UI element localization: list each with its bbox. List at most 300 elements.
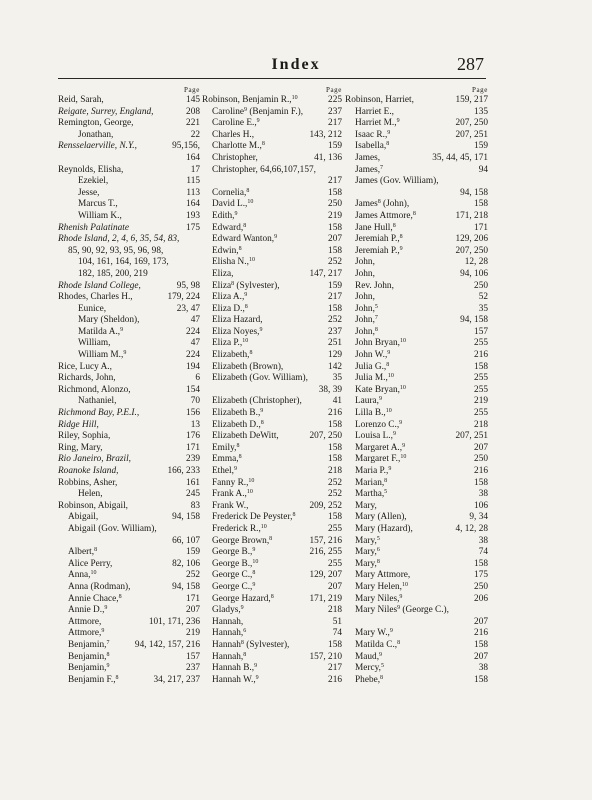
generation-number: 8 bbox=[243, 651, 247, 658]
entry-name-text: James, bbox=[355, 164, 381, 175]
generation-number: 8 bbox=[236, 442, 240, 449]
entry-name bbox=[68, 524, 157, 536]
entry-name bbox=[58, 362, 112, 374]
entry-pages: 106 bbox=[474, 500, 488, 511]
entry-pages: 175 bbox=[474, 570, 488, 581]
entry-name bbox=[355, 338, 406, 350]
entry-name bbox=[68, 605, 107, 617]
entry-name-text: Benjamin, bbox=[68, 651, 107, 662]
generation-number: 10 bbox=[248, 477, 255, 484]
entry-pages: 255 bbox=[328, 558, 342, 569]
entry-name bbox=[355, 524, 413, 536]
entry-pages: 255 bbox=[328, 523, 342, 534]
entry-pages: 208 bbox=[186, 106, 200, 117]
generation-number: 10 bbox=[252, 558, 259, 565]
entry-name-text: Benjamin, bbox=[68, 639, 107, 650]
entry-name bbox=[58, 501, 128, 513]
index-entry bbox=[58, 652, 200, 664]
entry-name-text: John, bbox=[355, 268, 375, 279]
entry-name-text: Elizabeth (Brown), bbox=[212, 361, 284, 372]
entry-pages: 157, 210 bbox=[309, 651, 342, 662]
entry-name-text: Eunice, bbox=[78, 303, 107, 314]
index-entry bbox=[345, 420, 488, 432]
generation-number: 9 bbox=[379, 396, 383, 403]
entry-pages: 252 bbox=[328, 489, 342, 500]
entry-name-text: Anna (Rodman), bbox=[68, 581, 131, 592]
generation-number: 9 bbox=[399, 245, 403, 252]
generation-number: 9 bbox=[234, 210, 238, 217]
entry-name-text: Robinson, Benjamin R., bbox=[202, 95, 292, 105]
entry-name-text: Caroline bbox=[212, 106, 245, 117]
generation-number: 9 bbox=[101, 628, 105, 635]
entry-name-text: Lilla B., bbox=[355, 408, 386, 419]
generation-number: 10 bbox=[291, 95, 298, 101]
entry-pages: 166, 233 bbox=[167, 466, 200, 476]
entry-name bbox=[355, 373, 394, 385]
index-entry bbox=[58, 199, 200, 211]
entry-name bbox=[58, 141, 137, 153]
entry-name bbox=[355, 489, 387, 501]
entry-name-text: 104, 161, 164, 169, 173, bbox=[78, 257, 169, 268]
index-entry bbox=[58, 443, 200, 455]
index-entry bbox=[58, 257, 200, 269]
index-entry bbox=[345, 141, 488, 153]
index-entry bbox=[58, 663, 200, 675]
generation-number: 8 bbox=[243, 222, 247, 229]
entry-name-text: Mary, bbox=[355, 500, 377, 511]
page-title: Index bbox=[271, 56, 321, 73]
entry-pages: 224 bbox=[186, 326, 200, 337]
index-entry bbox=[202, 246, 342, 258]
entry-name-text: Mary Niles bbox=[355, 605, 398, 616]
entry-name bbox=[212, 315, 263, 327]
index-entry bbox=[58, 338, 200, 350]
generation-number: 7 bbox=[106, 639, 110, 646]
generation-number: 9 bbox=[244, 292, 248, 299]
entry-name bbox=[78, 130, 113, 142]
entry-pages: 216 bbox=[328, 408, 342, 419]
index-entry bbox=[345, 199, 488, 211]
entry-pages: 12, 28 bbox=[464, 257, 488, 268]
generation-number: 9 bbox=[379, 651, 383, 658]
entry-name bbox=[58, 223, 129, 235]
entry-name-text: Kate Bryan, bbox=[355, 384, 400, 395]
entry-name bbox=[212, 223, 246, 235]
entry-pages: 38 bbox=[478, 489, 488, 500]
entry-name-text: Robinson, Abigail, bbox=[58, 500, 128, 511]
index-entry bbox=[345, 663, 488, 675]
entry-name bbox=[355, 141, 389, 153]
entry-pages: 17 bbox=[190, 164, 200, 175]
entry-pages: 4, 12, 28 bbox=[455, 523, 488, 534]
generation-number: 9 bbox=[252, 547, 256, 554]
index-entry bbox=[345, 223, 488, 235]
entry-name bbox=[212, 570, 255, 582]
index-entry bbox=[202, 489, 342, 501]
entry-pages: 154 bbox=[186, 384, 200, 395]
page-column-header: Page bbox=[325, 86, 342, 94]
entry-pages: 158 bbox=[328, 454, 342, 465]
generation-number: 8 bbox=[240, 639, 244, 646]
entry-name bbox=[212, 373, 308, 385]
entry-name bbox=[58, 281, 141, 293]
generation-number: 10 bbox=[401, 581, 408, 588]
entry-name bbox=[78, 350, 126, 362]
entry-pages: 66, 107 bbox=[172, 535, 200, 546]
entry-pages: 158 bbox=[328, 419, 342, 430]
entry-name bbox=[355, 663, 384, 675]
entry-pages: 251 bbox=[328, 338, 342, 349]
entry-name-text: Elizabeth D., bbox=[212, 419, 261, 430]
generation-number: 9 bbox=[387, 350, 391, 357]
entry-name bbox=[212, 536, 272, 548]
generation-number: 9 bbox=[252, 581, 256, 588]
entry-name-text: Roanoke Island, bbox=[58, 466, 119, 476]
entry-name bbox=[58, 443, 103, 455]
entry-name-text: John, bbox=[355, 315, 375, 326]
entry-name-text: Marian, bbox=[355, 477, 385, 488]
entry-pages: 34, 217, 237 bbox=[153, 674, 200, 685]
generation-number: 8 bbox=[261, 141, 265, 148]
index-entry bbox=[202, 281, 342, 293]
entry-pages: 176 bbox=[186, 431, 200, 442]
generation-number: 8 bbox=[260, 419, 264, 426]
entry-name bbox=[78, 489, 103, 501]
entry-name-text: George Hazard, bbox=[212, 593, 271, 604]
entry-name bbox=[355, 281, 394, 293]
entry-name bbox=[212, 281, 280, 293]
entry-qualifier: (George C.), bbox=[400, 605, 449, 616]
index-entry bbox=[58, 385, 200, 397]
entry-pages: 47 bbox=[190, 315, 200, 326]
entry-name bbox=[58, 466, 118, 478]
entry-name bbox=[78, 315, 139, 327]
entry-name-text: Abigail (Gov. William), bbox=[68, 523, 157, 534]
entry-name bbox=[355, 199, 409, 211]
index-entry bbox=[202, 466, 342, 478]
entry-pages: 216 bbox=[474, 628, 488, 639]
entry-name-text: Mary Attmore, bbox=[355, 570, 411, 581]
generation-number: 9 bbox=[240, 605, 244, 612]
entry-name-text: Laura, bbox=[355, 396, 380, 407]
generation-number: 9 bbox=[389, 628, 393, 635]
entry-name bbox=[212, 420, 264, 432]
entry-name bbox=[212, 466, 237, 478]
entry-name-text: Maria P., bbox=[355, 466, 389, 476]
entry-name bbox=[355, 501, 377, 513]
entry-name bbox=[355, 466, 391, 478]
entry-pages: 255 bbox=[474, 408, 488, 419]
generation-number: 8 bbox=[269, 535, 273, 542]
entry-name bbox=[355, 176, 439, 188]
entry-name-text: Elizabeth (Gov. William), bbox=[212, 373, 308, 384]
entry-name bbox=[355, 269, 375, 281]
entry-pages: 129, 206 bbox=[455, 234, 488, 245]
entry-name-text: Anna, bbox=[68, 570, 91, 581]
entry-name bbox=[212, 292, 247, 304]
entry-name bbox=[212, 489, 253, 501]
entry-pages: 207 bbox=[474, 616, 488, 627]
generation-number: 8 bbox=[106, 651, 110, 658]
entry-name bbox=[212, 362, 283, 374]
entry-name bbox=[58, 107, 153, 119]
index-entry bbox=[345, 396, 488, 408]
index-entry bbox=[58, 512, 200, 524]
entry-name bbox=[355, 559, 380, 571]
entry-name bbox=[212, 524, 267, 536]
index-entry bbox=[345, 95, 488, 107]
entry-name-text: James, bbox=[355, 152, 381, 163]
entry-name bbox=[58, 408, 139, 420]
index-entry bbox=[58, 327, 200, 339]
index-entry bbox=[58, 466, 200, 478]
entry-pages: 218 bbox=[328, 466, 342, 476]
entry-name-text: Alice Perry, bbox=[68, 558, 113, 569]
index-entry bbox=[345, 315, 488, 327]
entry-name-text: Mary Helen, bbox=[355, 581, 402, 592]
entry-name bbox=[68, 570, 96, 582]
entry-pages: 94, 158 bbox=[460, 187, 488, 198]
index-entry bbox=[58, 617, 200, 629]
entry-pages: 171 bbox=[186, 593, 200, 604]
entry-name bbox=[355, 652, 382, 664]
entry-pages: 217 bbox=[328, 176, 342, 187]
entry-pages: 38, 39 bbox=[318, 384, 342, 395]
entry-pages: 171, 218 bbox=[455, 210, 488, 221]
generation-number: 10 bbox=[387, 373, 394, 380]
entry-name-text: George C., bbox=[212, 581, 253, 592]
index-entry bbox=[345, 617, 488, 629]
entry-name-text: William M., bbox=[78, 350, 124, 361]
index-entry bbox=[202, 141, 342, 153]
entry-name-text: Charlotte M., bbox=[212, 141, 262, 152]
entry-pages: 207, 250 bbox=[309, 431, 342, 442]
index-entry bbox=[58, 107, 200, 119]
entry-pages: 250 bbox=[474, 280, 488, 291]
generation-number: 8 bbox=[238, 245, 242, 252]
entry-name-text: Mary W., bbox=[355, 628, 390, 639]
entry-name bbox=[68, 594, 122, 606]
entry-name-text: Richmond Bay, P.E.I., bbox=[58, 408, 140, 419]
index-entry bbox=[202, 478, 342, 490]
index-entry bbox=[345, 304, 488, 316]
entry-pages: 207 bbox=[474, 651, 488, 662]
index-entry bbox=[345, 547, 488, 559]
entry-pages: 35 bbox=[478, 303, 488, 314]
index-entry bbox=[345, 107, 488, 119]
entry-pages: 207, 250 bbox=[455, 245, 488, 256]
index-entry bbox=[345, 211, 488, 223]
index-entry bbox=[58, 431, 200, 443]
index-entry bbox=[345, 640, 488, 652]
entry-name-text: Christopher, bbox=[212, 152, 258, 163]
index-entry bbox=[202, 130, 342, 142]
entry-name bbox=[355, 118, 400, 130]
index-entry bbox=[58, 130, 200, 142]
entry-name bbox=[212, 153, 258, 165]
index-entry bbox=[345, 269, 488, 281]
entry-pages: 95,156, bbox=[172, 141, 200, 152]
index-entry bbox=[345, 512, 488, 524]
entry-name-text: Eliza, bbox=[212, 268, 234, 279]
entry-pages: 217 bbox=[328, 292, 342, 303]
entry-name-text: Richards, John, bbox=[58, 373, 116, 384]
entry-qualifier: (Sylvester), bbox=[234, 280, 280, 291]
entry-pages: 237 bbox=[328, 326, 342, 337]
header-rule bbox=[58, 78, 486, 79]
entry-name bbox=[355, 536, 380, 548]
entry-name bbox=[212, 246, 242, 258]
entry-name-text: Robinson, Harriet, bbox=[345, 95, 414, 105]
entry-name-text: Mary, bbox=[355, 547, 377, 558]
generation-number: 8 bbox=[397, 639, 401, 646]
index-entry bbox=[202, 512, 342, 524]
generation-number: 8 bbox=[252, 570, 256, 577]
index-entry bbox=[202, 547, 342, 559]
generation-number: 8 bbox=[384, 477, 388, 484]
entry-name-text: Jeremiah P., bbox=[355, 234, 400, 245]
entry-pages: 216 bbox=[474, 466, 488, 476]
entry-name-text: Mary (Allen), bbox=[355, 512, 407, 523]
index-entry bbox=[58, 165, 200, 177]
entry-pages: 158 bbox=[328, 245, 342, 256]
entry-name-text: Remington, George, bbox=[58, 118, 134, 129]
index-entry bbox=[345, 675, 488, 687]
index-entry bbox=[202, 408, 342, 420]
entry-name-text: Rio Janeiro, Brazil, bbox=[58, 454, 131, 465]
entry-pages: 47 bbox=[190, 338, 200, 349]
index-entry bbox=[345, 350, 488, 362]
entry-name bbox=[58, 454, 131, 466]
entry-pages: 255 bbox=[474, 384, 488, 395]
entry-name-text: Charles H., bbox=[212, 129, 255, 140]
entry-pages: 179, 224 bbox=[167, 292, 200, 303]
entry-name-text: Elizabeth B., bbox=[212, 408, 261, 419]
entry-name-text: Elizabeth DeWitt, bbox=[212, 431, 279, 442]
index-entry bbox=[58, 362, 200, 374]
entry-pages: 41 bbox=[332, 396, 342, 407]
entry-name bbox=[355, 478, 387, 490]
index-entry bbox=[202, 396, 342, 408]
index-column-1 bbox=[58, 86, 200, 686]
index-entry bbox=[58, 454, 200, 466]
entry-name-text: Rhode Island, 2, 4, 6, 35, 54, 83, bbox=[58, 234, 180, 245]
index-entry bbox=[202, 199, 342, 211]
generation-number: 10 bbox=[247, 199, 254, 206]
entry-name bbox=[212, 118, 260, 130]
index-entry bbox=[58, 269, 200, 281]
entry-name bbox=[68, 675, 119, 687]
entry-pages: 219 bbox=[186, 628, 200, 639]
entry-name-text: Rensselaerville, N.Y., bbox=[58, 141, 137, 152]
entry-qualifier: (Benjamin F.), bbox=[247, 106, 304, 117]
entry-pages: 129 bbox=[328, 350, 342, 361]
index-entry bbox=[345, 257, 488, 269]
entry-name-text: Margaret A., bbox=[355, 442, 403, 453]
index-entry bbox=[345, 570, 488, 582]
entry-name-text: Robbins, Asher, bbox=[58, 477, 118, 488]
index-entry bbox=[202, 536, 342, 548]
index-entry bbox=[202, 559, 342, 571]
entry-name bbox=[355, 420, 402, 432]
generation-number: 8 bbox=[231, 280, 235, 287]
entry-name-text: William, bbox=[78, 338, 111, 349]
index-entry bbox=[58, 188, 200, 200]
entry-pages: 217 bbox=[328, 663, 342, 674]
index-entry bbox=[345, 188, 488, 200]
generation-number: 8 bbox=[249, 350, 253, 357]
generation-number: 10 bbox=[246, 489, 253, 496]
entry-name-text: James bbox=[355, 199, 378, 210]
entry-pages: 218 bbox=[474, 419, 488, 430]
entry-name-text: Jane Hull, bbox=[355, 222, 393, 233]
entry-name-text: Hannah, bbox=[212, 616, 244, 627]
generation-number: 6 bbox=[376, 547, 380, 554]
entry-pages: 164 bbox=[186, 199, 200, 210]
index-entry bbox=[202, 663, 342, 675]
generation-number: 8 bbox=[412, 210, 416, 217]
entry-pages: 70 bbox=[190, 396, 200, 407]
index-entry bbox=[202, 501, 342, 513]
index-entry bbox=[202, 95, 342, 107]
entry-name-text: Rev. John, bbox=[355, 280, 394, 291]
entry-name-text: Lorenzo C., bbox=[355, 419, 400, 430]
entry-name-text: Edward Wanton, bbox=[212, 234, 275, 245]
entry-name bbox=[355, 547, 380, 559]
entry-pages: 175 bbox=[186, 222, 200, 233]
index-entry bbox=[345, 536, 488, 548]
index-entry bbox=[202, 153, 342, 165]
entry-name-text: Eliza A., bbox=[212, 292, 245, 303]
entry-pages: 158 bbox=[328, 639, 342, 650]
entry-pages: 245 bbox=[186, 489, 200, 500]
entry-name-text: Elisha N., bbox=[212, 257, 249, 268]
entry-name bbox=[68, 246, 163, 258]
generation-number: 9 bbox=[256, 118, 260, 125]
entry-qualifier: (Sylvester), bbox=[243, 639, 290, 650]
entry-name-text: Helen, bbox=[78, 489, 103, 500]
generation-number: 10 bbox=[400, 454, 407, 461]
entry-name bbox=[355, 211, 416, 223]
entry-pages: 255 bbox=[474, 373, 488, 384]
index-entry bbox=[345, 408, 488, 420]
generation-number: 10 bbox=[248, 257, 255, 264]
entry-name-text: Eliza bbox=[212, 280, 232, 291]
entry-name bbox=[58, 165, 123, 177]
index-entry bbox=[202, 362, 342, 374]
entry-name bbox=[212, 454, 242, 466]
entry-name bbox=[212, 130, 254, 142]
entry-name bbox=[78, 188, 99, 200]
index-entry bbox=[58, 570, 200, 582]
index-entry bbox=[202, 373, 342, 385]
index-entry bbox=[202, 582, 342, 594]
generation-number: 9 bbox=[104, 605, 108, 612]
entry-name-text: Hannah W., bbox=[212, 674, 256, 685]
index-entry bbox=[202, 652, 342, 664]
entry-pages: 158 bbox=[328, 442, 342, 453]
index-entry bbox=[202, 165, 342, 177]
generation-number: 8 bbox=[115, 674, 119, 681]
entry-name-text: George B., bbox=[212, 558, 253, 569]
entry-pages: 143, 212 bbox=[309, 129, 342, 140]
entry-name bbox=[212, 327, 263, 339]
entry-pages: 74 bbox=[478, 547, 488, 558]
index-entry bbox=[202, 640, 342, 652]
index-entry bbox=[58, 559, 200, 571]
entry-name-text: Rhodes, Charles H., bbox=[58, 292, 133, 303]
index-entry bbox=[202, 223, 342, 235]
